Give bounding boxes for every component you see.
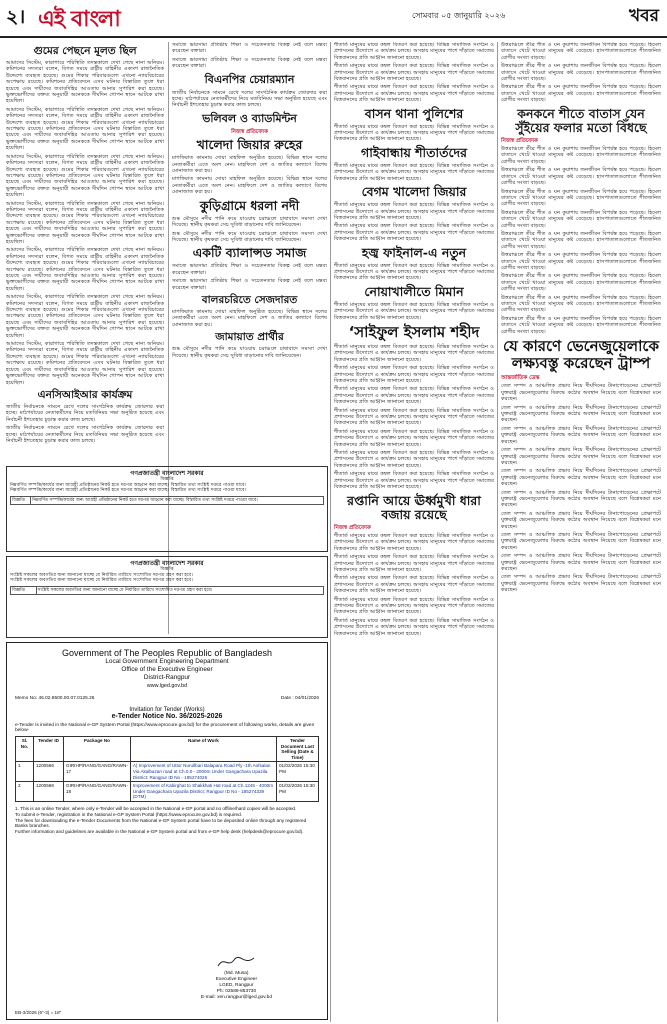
article-body: সমাজে ভারসাম্য প্রতিষ্ঠায় শিক্ষা ও সচেতনতার বিকল্প নেই বলে মন্তব্য করেছেন বক্তারা। bbox=[172, 56, 327, 70]
article-body: শীতার্ত মানুষের মাঝে কম্বল বিতরণ করা হয়েছে। বিভিন্ন সামাজিক সংগঠন ও প্রশাসনের উদ্যোগে এ কার্যক্রম চলছে। অসহায় মানুষের পাশে দাঁড়াতে সমাজের বিত্তবানদের প্রতি আহ্বান জানানো হয়েছে। bbox=[334, 532, 494, 552]
notice-cell: সংশ্লিষ্ট সকলের অবগতির জন্য জানানো যাচ্ছে যে নির্ধারিত তারিখে সংশোধিত দরপত্র গ্রহণ করা হবে। bbox=[36, 586, 323, 594]
headline-police: বাসন থানা পুলিশের bbox=[364, 105, 464, 121]
headline-hajj: হজ্ব ফাইনাল-এ নতুন bbox=[361, 244, 467, 260]
tender-table bbox=[15, 736, 319, 802]
article-body: তেল সম্পদ ও আঞ্চলিক প্রভাব নিয়ে দীর্ঘদিনের টানাপোড়েনের প্রেক্ষাপটে যুক্তরাষ্ট্র ভেনেজুয়েলার বিরুদ্ধে কঠোর অবস্থান নিয়েছে বলে বিশ্লেষকরা মনে করছেন। bbox=[501, 531, 661, 551]
article-body: আমাদের সিস্টেম, কারাগারে পরিস্থিতি তদন্তকালে দেখা গেছে নানা অনিয়ম। কমিশনের সদস্যরা বলেন, বিগত সময়ে রাষ্ট্রীয় বাহিনীর একাংশ রাজনৈতিক উদ্দেশ্যে ব্যবহৃত হয়েছে। গুমের শিকার পরিবারগুলো এখনো ন্যায়বিচারের অপেক্ষায় রয়েছে। কমিশনের প্রতিবেদনে এসব ঘটনার বিস্তারিত তুলে ধরা হয়েছে এবং দায়ীদের জবাবদিহির আওতায় আনার সুপারিশ করা হয়েছে। ভুক্তভোগীদের বক্তব্য অনুযায়ী অনেককে দীর্ঘদিন গোপন স্থানে আটকে রাখা হয়েছিল। bbox=[6, 153, 164, 199]
article-body: তেল সম্পদ ও আঞ্চলিক প্রভাব নিয়ে দীর্ঘদিনের টানাপোড়েনের প্রেক্ষাপটে যুক্তরাষ্ট্র ভেনেজুয়েলার বিরুদ্ধে কঠোর অবস্থান নিয়েছে বলে বিশ্লেষকরা মনে করছেন। bbox=[501, 425, 661, 445]
notice-title: গণপ্রজাতন্ত্রী বাংলাদেশ সরকার bbox=[130, 560, 204, 567]
tender-signature-block bbox=[201, 954, 272, 1001]
article-body: শীতার্ত মানুষের মাঝে কম্বল বিতরণ করা হয়েছে। বিভিন্ন সামাজিক সংগঠন ও প্রশাসনের উদ্যোগে এ কার্যক্রম চলছে। অসহায় মানুষের পাশে দাঁড়াতে সমাজের বিত্তবানদের প্রতি আহ্বান জানানো হয়েছে। bbox=[334, 554, 494, 573]
article-body: তেল সম্পদ ও আঞ্চলিক প্রভাব নিয়ে দীর্ঘদিনের টানাপোড়েনের প্রেক্ষাপটে যুক্তরাষ্ট্র ভেনেজুয়েলার বিরুদ্ধে কঠোর অবস্থান নিয়েছে বলে বিশ্লেষকরা মনে করছেন। bbox=[501, 447, 661, 466]
signature-mark bbox=[201, 954, 272, 971]
tender-cell: GIRIHP/RANG/GANG/RAWN-18 bbox=[64, 782, 131, 802]
notice-body: সংশ্লিষ্ট সকলের অবগতির জন্য জানানো যাচ্ছে যে নির্ধারিত তারিখে সংশোধিত দরপত্র গ্রহণ করা হবে। bbox=[10, 578, 193, 584]
government-notice-1 bbox=[6, 466, 328, 552]
tender-header-cell: Tender ID bbox=[34, 737, 64, 762]
tender-department: Local Government Engineering Department bbox=[105, 658, 229, 665]
tender-intro: e-Tender is invited in the National e-GP System Portal (https://www.eprocure.gov.bd) for the procurement of following works, details are given below- bbox=[15, 723, 315, 733]
tender-cell: 1 bbox=[16, 762, 34, 782]
column-4 bbox=[501, 42, 661, 1020]
article-body: উত্তরাঞ্চলে তীব্র শীত ও ঘন কুয়াশায় জনজীবন বিপর্যস্ত হয়ে পড়েছে। হিমেল বাতাসে খেটে খাওয়া মানুষের কষ্ট বেড়েছে। হাসপাতালগুলোতে শীতজনিত রোগীর সংখ্যা বাড়ছে। bbox=[501, 209, 661, 229]
headline-volleyball: ভলিবল ও ব্যাডমিন্টন bbox=[202, 111, 297, 125]
headline-venezuela: যে কারণে ভেনেজুয়েলাকে লক্ষ্যবস্তু করেছেন ট্রাম্প bbox=[503, 337, 659, 373]
article-body: তেল সম্পদ ও আঞ্চলিক প্রভাব নিয়ে দীর্ঘদিনের টানাপোড়েনের প্রেক্ষাপটে যুক্তরাষ্ট্র ভেনেজুয়েলার বিরুদ্ধে কঠোর অবস্থান নিয়েছে বলে বিশ্লেষকরা মনে করছেন। bbox=[501, 553, 661, 572]
article-body: শীতার্ত মানুষের মাঝে কম্বল বিতরণ করা হয়েছে। বিভিন্ন সামাজিক সংগঠন ও প্রশাসনের উদ্যোগে এ কার্যক্রম চলছে। অসহায় মানুষের পাশে দাঁড়াতে সমাজের বিত্তবানদের প্রতি আহ্বান জানানো হয়েছে। bbox=[334, 407, 494, 427]
article-body: তেল সম্পদ ও আঞ্চলিক প্রভাব নিয়ে দীর্ঘদিনের টানাপোড়েনের প্রেক্ষাপটে যুক্তরাষ্ট্র ভেনেজুয়েলার বিরুদ্ধে কঠোর অবস্থান নিয়েছে বলে বিশ্লেষকরা মনে করছেন। bbox=[501, 574, 661, 594]
article-body: শীতার্ত মানুষের মাঝে কম্বল বিতরণ করা হয়েছে। বিভিন্ন সামাজিক সংগঠন ও প্রশাসনের উদ্যোগে এ কার্যক্রম চলছে। অসহায় মানুষের পাশে দাঁড়াতে সমাজের বিত্তবানদের প্রতি আহ্বান জানানো হয়েছে। bbox=[334, 386, 494, 406]
headline-gaibandha: গাইবান্ধায় শীতার্তদের bbox=[361, 144, 467, 160]
article-body: শীতার্ত মানুষের মাঝে কম্বল বিতরণ করা হয়েছে। বিভিন্ন সামাজিক সংগঠন ও প্রশাসনের উদ্যোগে এ কার্যক্রম চলছে। অসহায় মানুষের পাশে দাঁড়াতে সমাজের বিত্তবানদের প্রতি আহ্বান জানানো হয়েছে। bbox=[334, 301, 494, 321]
signer-email[interactable]: E-mail: xen.rangpur@lged.gov.bd bbox=[200, 995, 272, 1000]
article-body: উত্তরাঞ্চলে তীব্র শীত ও ঘন কুয়াশায় জনজীবন বিপর্যস্ত হয়ে পড়েছে। হিমেল বাতাসে খেটে খাওয়া মানুষের কষ্ট বেড়েছে। হাসপাতালগুলোতে শীতজনিত রোগীর সংখ্যা বাড়ছে। bbox=[501, 167, 661, 187]
article-body: জাতীয় নির্বাচনকে সামনে রেখে দলের সাংগঠনিক কার্যক্রম জোরদার করা হচ্ছে। মাঠপর্যায়ের নেতাকর্মীদের নিয়ে মতবিনিময় সভা অনুষ্ঠিত হয়েছে এবং নির্বাচনী ইশতেহার চূড়ান্ত করার কাজ চলছে। bbox=[6, 403, 164, 423]
tender-header-cell: Sl. No. bbox=[16, 737, 34, 762]
article-body: শীতার্ত মানুষের মাঝে কম্বল বিতরণ করা হয়েছে। বিভিন্ন সামাজিক সংগঠন ও প্রশাসনের উদ্যোগে এ কার্যক্রম চলছে। অসহায় মানুষের পাশে দাঁড়াতে সমাজের বিত্তবানদের প্রতি আহ্বান জানানো হয়েছে। bbox=[334, 471, 494, 491]
article-body: আমাদের সিস্টেম, কারাগারে পরিস্থিতি তদন্তকালে দেখা গেছে নানা অনিয়ম। কমিশনের সদস্যরা বলেন, বিগত সময়ে রাষ্ট্রীয় বাহিনীর একাংশ রাজনৈতিক উদ্দেশ্যে ব্যবহৃত হয়েছে। গুমের শিকার পরিবারগুলো এখনো ন্যায়বিচারের অপেক্ষায় রয়েছে। কমিশনের প্রতিবেদনে এসব ঘটনার বিস্তারিত তুলে ধরা হয়েছে এবং দায়ীদের জবাবদিহির আওতায় আনার সুপারিশ করা হয়েছে। ভুক্তভোগীদের বক্তব্য অনুযায়ী অনেককে দীর্ঘদিন গোপন স্থানে আটকে রাখা হয়েছিল। bbox=[6, 247, 164, 292]
article-body: শীতার্ত মানুষের মাঝে কম্বল বিতরণ করা হয়েছে। বিভিন্ন সামাজিক সংগঠন ও প্রশাসনের উদ্যোগে এ কার্যক্রম চলছে। অসহায় মানুষের পাশে দাঁড়াতে সমাজের বিত্তবানদের প্রতি আহ্বান জানানো হয়েছে। bbox=[334, 162, 494, 182]
tender-table-header bbox=[16, 737, 319, 762]
headline-begum-khaleda: বেগম খালেদা জিয়ার bbox=[361, 184, 467, 200]
tender-website: www.lged.gov.bd bbox=[146, 683, 188, 689]
article-body: আমাদের সিস্টেম, কারাগারে পরিস্থিতি তদন্তকালে দেখা গেছে নানা অনিয়ম। কমিশনের সদস্যরা বলেন, বিগত সময়ে রাষ্ট্রীয় বাহিনীর একাংশ রাজনৈতিক উদ্দেশ্যে ব্যবহৃত হয়েছে। গুমের শিকার পরিবারগুলো এখনো ন্যায়বিচারের অপেক্ষায় রয়েছে। কমিশনের প্রতিবেদনে এসব ঘটনার বিস্তারিত তুলে ধরা হয়েছে এবং দায়ীদের জবাবদিহির আওতায় আনার সুপারিশ করা হয়েছে। ভুক্তভোগীদের বক্তব্য অনুযায়ী অনেককে দীর্ঘদিন গোপন স্থানে আটকে রাখা হয়েছিল। bbox=[6, 341, 164, 386]
article-body: মাগফিরাত কামনায় দোয়া মাহফিল অনুষ্ঠিত হয়েছে। বিভিন্ন স্থানে দলের নেতাকর্মীরা এতে অংশ নেন। মাহফিলে দেশ ও জাতির কল্যাণে বিশেষ মোনাজাত করা হয়। bbox=[172, 176, 327, 196]
notice-cell: নিম্নবর্ণিত সম্পত্তি/কার্যের জন্য আগ্রহী প্রতিষ্ঠানের নিকট হতে দরপত্র আহ্বান করা যাচ্ছে। বিস্তারিত তথ্য সংশ্লিষ্ট দপ্তরে পাওয়া যাবে। bbox=[31, 496, 324, 504]
article-body: আমাদের সিস্টেম, কারাগারে পরিস্থিতি তদন্তকালে দেখা গেছে নানা অনিয়ম। কমিশনের সদস্যরা বলেন, বিগত সময়ে রাষ্ট্রীয় বাহিনীর একাংশ রাজনৈতিক উদ্দেশ্যে ব্যবহৃত হয়েছে। গুমের শিকার পরিবারগুলো এখনো ন্যায়বিচারের অপেক্ষায় রয়েছে। কমিশনের প্রতিবেদনে এসব ঘটনার বিস্তারিত তুলে ধরা হয়েছে এবং দায়ীদের জবাবদিহির আওতায় আনার সুপারিশ করা হয়েছে। ভুক্তভোগীদের বক্তব্য অনুযায়ী অনেককে দীর্ঘদিন গোপন স্থানে আটকে রাখা হয়েছিল। bbox=[6, 60, 164, 105]
headline-disappearance: গুমের পেছনে মূলত ছিল bbox=[33, 45, 137, 57]
page-number: ২। bbox=[6, 6, 26, 28]
headline-khaleda: খালেদা জিয়ার রুহের bbox=[196, 137, 303, 153]
article-body: শীতার্ত মানুষের মাঝে কম্বল বিতরণ করা হয়েছে। বিভিন্ন সামাজিক সংগঠন ও প্রশাসনের উদ্যোগে এ কার্যক্রম চলছে। অসহায় মানুষের পাশে দাঁড়াতে সমাজের বিত্তবানদের প্রতি আহ্বান জানানো হয়েছে। bbox=[334, 343, 494, 363]
kicker: নিজস্ব প্রতিবেদক bbox=[501, 137, 538, 144]
tender-government: Government of The Peoples Republic of Bangladesh bbox=[62, 648, 272, 658]
article-body: উত্তরাঞ্চলে তীব্র শীত ও ঘন কুয়াশায় জনজীবন বিপর্যস্ত হয়ে পড়েছে। হিমেল বাতাসে খেটে খাওয়া মানুষের কষ্ট বেড়েছে। হাসপাতালগুলোতে শীতজনিত রোগীর সংখ্যা বাড়ছে। bbox=[501, 252, 661, 271]
article-body: শীতার্ত মানুষের মাঝে কম্বল বিতরণ করা হয়েছে। বিভিন্ন সামাজিক সংগঠন ও প্রশাসনের উদ্যোগে এ কার্যক্রম চলছে। অসহায় মানুষের পাশে দাঁড়াতে সমাজের বিত্তবানদের প্রতি আহ্বান জানানো হয়েছে। bbox=[334, 223, 494, 243]
tender-cell: 01/02/2026 15:30 PM bbox=[277, 762, 319, 782]
signer-phone: Ph: 02588-853730 bbox=[216, 989, 257, 994]
article-body: উত্তরাঞ্চলে তীব্র শীত ও ঘন কুয়াশায় জনজীবন বিপর্যস্ত হয়ে পড়েছে। হিমেল বাতাসে খেটে খাওয়া মানুষের কষ্ট বেড়েছে। হাসপাতালগুলোতে শীতজনিত রোগীর সংখ্যা বাড়ছে। bbox=[501, 63, 661, 83]
article-body: শীতার্ত মানুষের মাঝে কম্বল বিতরণ করা হয়েছে। বিভিন্ন সামাজিক সংগঠন ও প্রশাসনের উদ্যোগে এ কার্যক্রম চলছে। অসহায় মানুষের পাশে দাঁড়াতে সমাজের বিত্তবানদের প্রতি আহ্বান জানানো হয়েছে। bbox=[334, 84, 494, 104]
notice-subtitle: বিজ্ঞপ্তি bbox=[160, 477, 174, 482]
article-body: উত্তরাঞ্চলে তীব্র শীত ও ঘন কুয়াশায় জনজীবন বিপর্যস্ত হয়ে পড়েছে। হিমেল বাতাসে খেটে খাওয়া মানুষের কষ্ট বেড়েছে। হাসপাতালগুলোতে শীতজনিত রোগীর সংখ্যা বাড়ছে। bbox=[501, 146, 661, 165]
notice-table bbox=[10, 586, 324, 595]
headline-chairman: বিএনপির চেয়ারম্যান bbox=[204, 72, 295, 86]
article-body: শীতার্ত মানুষের মাঝে কম্বল বিতরণ করা হয়েছে। বিভিন্ন সামাজিক সংগঠন ও প্রশাসনের উদ্যোগে এ কার্যক্রম চলছে। অসহায় মানুষের পাশে দাঁড়াতে সমাজের বিত্তবানদের প্রতি আহ্বান জানানো হয়েছে। bbox=[334, 202, 494, 221]
tender-header-cell: Tender Document Last Selling (Date & Time) bbox=[277, 737, 319, 762]
tender-note: The fees for downloading the e-Tender Documents from the National e-GP System portal have to be deposited online through any registered Banks branches. bbox=[15, 817, 307, 829]
kicker: নিজস্ব প্রতিবেদক bbox=[334, 524, 371, 531]
article-body: শীতার্ত মানুষের মাঝে কম্বল বিতরণ করা হয়েছে। বিভিন্ন সামাজিক সংগঠন ও প্রশাসনের উদ্যোগে এ কার্যক্রম চলছে। অসহায় মানুষের পাশে দাঁড়াতে সমাজের বিত্তবানদের প্রতি আহ্বান জানানো হয়েছে। bbox=[334, 596, 494, 616]
article-body: উত্তরাঞ্চলে তীব্র শীত ও ঘন কুয়াশায় জনজীবন বিপর্যস্ত হয়ে পড়েছে। হিমেল বাতাসে খেটে খাওয়া মানুষের কষ্ট বেড়েছে। হাসপাতালগুলোতে শীতজনিত রোগীর সংখ্যা বাড়ছে। bbox=[501, 294, 661, 314]
tender-cell: Improvement of Kabirghat to Shakkhati Hat road at Ch.1245 - 4000m Under Gangachara Upazila District: Rangpur ID No - 185274339 (DTM) bbox=[130, 782, 276, 802]
tender-memo-number: Memo No: 46.02.8500.00.07.0125.26 bbox=[15, 696, 95, 701]
section-title: খবর bbox=[629, 6, 659, 26]
article-body: তেল সম্পদ ও আঞ্চলিক প্রভাব নিয়ে দীর্ঘদিনের টানাপোড়েনের প্রেক্ষাপটে যুক্তরাষ্ট্র ভেনেজুয়েলার বিরুদ্ধে কঠোর অবস্থান নিয়েছে বলে বিশ্লেষকরা মনে করছেন। bbox=[501, 489, 661, 509]
newspaper-logo: এই বাংলা bbox=[38, 7, 120, 32]
tender-note: Further information and guidelines are available in the National e-GP System portal and from e-GP help desk (helpdesk@eprocure.gov.bd). bbox=[15, 829, 304, 835]
article-body: সমাজে ভারসাম্য প্রতিষ্ঠায় শিক্ষা ও সচেতনতার বিকল্প নেই বলে মন্তব্য করেছেন বক্তারা। bbox=[172, 263, 327, 276]
tender-cell: A) Improvement of Uttor Nurullbari Balapara Road Ply -1th Aofsalan Via Akalbazari road at Ch.0.0 - 2000m Under Gangachara Upazila District: Rangpur ID No - 185274026 bbox=[130, 762, 276, 782]
headline-kurigram: কুড়িগ্রামে ধরলা নদী bbox=[199, 197, 300, 213]
tender-cell: 1200566 bbox=[34, 762, 64, 782]
column-3 bbox=[334, 42, 494, 1020]
kicker: আন্তর্জাতিক ডেস্ক bbox=[501, 375, 540, 382]
tender-memo-row bbox=[15, 696, 319, 701]
notice-body: নিম্নবর্ণিত সম্পত্তি/কার্যের জন্য আগ্রহী প্রতিষ্ঠানের নিকট হতে দরপত্র আহ্বান করা যাচ্ছে। বিস্তারিত তথ্য সংশ্লিষ্ট দপ্তরে পাওয়া যাবে। bbox=[10, 482, 247, 488]
tender-table-row bbox=[16, 782, 319, 802]
article-body: শুষ্ক মৌসুমে নদীর পানি কমে যাওয়ায় চরাঞ্চলে চাষাবাদে সমস্যা দেখা দিয়েছে। স্থানীয় কৃষকরা সেচ সুবিধা বাড়ানোর দাবি জানিয়েছেন। bbox=[172, 230, 327, 243]
headline-balanced-society: একটি ব্যালান্সড সমাজ bbox=[192, 245, 307, 261]
publication-date: সোমবার ০৫ জানুয়ারি ২০২৬ bbox=[412, 11, 506, 20]
ad-code: EB-3/2026 (6"-3) = 18" bbox=[15, 1010, 62, 1015]
notice-body: নিম্নবর্ণিত সম্পত্তি/কার্যের জন্য আগ্রহী প্রতিষ্ঠানের নিকট হতে দরপত্র আহ্বান করা যাচ্ছে। বিস্তারিত তথ্য সংশ্লিষ্ট দপ্তরে পাওয়া যাবে। bbox=[10, 488, 247, 494]
notice-body: সংশ্লিষ্ট সকলের অবগতির জন্য জানানো যাচ্ছে যে নির্ধারিত তারিখে সংশোধিত দরপত্র গ্রহণ করা হবে। bbox=[10, 572, 193, 578]
tender-notice-number: e-Tender Notice No. 36/2025-2026 bbox=[111, 713, 223, 720]
tender-cell: 1200568 bbox=[34, 782, 64, 802]
tender-note: 1. This is an online Tender, where only e-Tender will be accepted in the National e-GP portal and no offline/hard copies will be accepted. bbox=[15, 805, 297, 811]
article-body: উত্তরাঞ্চলে তীব্র শীত ও ঘন কুয়াশায় জনজীবন বিপর্যস্ত হয়ে পড়েছে। হিমেল বাতাসে খেটে খাওয়া মানুষের কষ্ট বেড়েছে। হাসপাতালগুলোতে শীতজনিত রোগীর সংখ্যা বাড়ছে। bbox=[501, 273, 661, 293]
column-1 bbox=[6, 42, 164, 462]
article-body: শীতার্ত মানুষের মাঝে কম্বল বিতরণ করা হয়েছে। বিভিন্ন সামাজিক সংগঠন ও প্রশাসনের উদ্যোগে এ কার্যক্রম চলছে। অসহায় মানুষের পাশে দাঁড়াতে সমাজের বিত্তবানদের প্রতি আহ্বান জানানো হয়েছে। bbox=[334, 42, 494, 61]
article-body: শুষ্ক মৌসুমে নদীর পানি কমে যাওয়ায় চরাঞ্চলে চাষাবাদে সমস্যা দেখা দিয়েছে। স্থানীয় কৃষকরা সেচ সুবিধা বাড়ানোর দাবি জানিয়েছেন। bbox=[172, 346, 327, 359]
article-body: শীতার্ত মানুষের মাঝে কম্বল বিতরণ করা হয়েছে। বিভিন্ন সামাজিক সংগঠন ও প্রশাসনের উদ্যোগে এ কার্যক্রম চলছে। অসহায় মানুষের পাশে দাঁড়াতে সমাজের বিত্তবানদের প্রতি আহ্বান জানানো হয়েছে। bbox=[334, 262, 494, 282]
article-body: উত্তরাঞ্চলে তীব্র শীত ও ঘন কুয়াশায় জনজীবন বিপর্যস্ত হয়ে পড়েছে। হিমেল বাতাসে খেটে খাওয়া মানুষের কষ্ট বেড়েছে। হাসপাতালগুলোতে শীতজনিত রোগীর সংখ্যা বাড়ছে। bbox=[501, 84, 661, 104]
tender-invitation: Invitation for Tender (Works) bbox=[129, 707, 205, 713]
column-divider bbox=[497, 42, 498, 1022]
article-body: তেল সম্পদ ও আঞ্চলিক প্রভাব নিয়ে দীর্ঘদিনের টানাপোড়েনের প্রেক্ষাপটে যুক্তরাষ্ট্র ভেনেজুয়েলার বিরুদ্ধে কঠোর অবস্থান নিয়েছে বলে বিশ্লেষকরা মনে করছেন। bbox=[501, 383, 661, 403]
article-body: আমাদের সিস্টেম, কারাগারে পরিস্থিতি তদন্তকালে দেখা গেছে নানা অনিয়ম। কমিশনের সদস্যরা বলেন, বিগত সময়ে রাষ্ট্রীয় বাহিনীর একাংশ রাজনৈতিক উদ্দেশ্যে ব্যবহৃত হয়েছে। গুমের শিকার পরিবারগুলো এখনো ন্যায়বিচারের অপেক্ষায় রয়েছে। কমিশনের প্রতিবেদনে এসব ঘটনার বিস্তারিত তুলে ধরা হয়েছে এবং দায়ীদের জবাবদিহির আওতায় আনার সুপারিশ করা হয়েছে। ভুক্তভোগীদের বক্তব্য অনুযায়ী অনেককে দীর্ঘদিন গোপন স্থানে আটকে রাখা হয়েছিল। bbox=[6, 200, 164, 245]
signer-name: (Md. Musa) bbox=[224, 971, 249, 976]
article-body: উত্তরাঞ্চলে তীব্র শীত ও ঘন কুয়াশায় জনজীবন বিপর্যস্ত হয়ে পড়েছে। হিমেল বাতাসে খেটে খাওয়া মানুষের কষ্ট বেড়েছে। হাসপাতালগুলোতে শীতজনিত রোগীর সংখ্যা বাড়ছে। bbox=[501, 315, 661, 335]
notice-title: গণপ্রজাতন্ত্রী বাংলাদেশ সরকার bbox=[130, 470, 204, 477]
kicker: নিজস্ব প্রতিবেদক bbox=[231, 128, 268, 135]
article-body: শীতার্ত মানুষের মাঝে কম্বল বিতরণ করা হয়েছে। বিভিন্ন সামাজিক সংগঠন ও প্রশাসনের উদ্যোগে এ কার্যক্রম চলছে। অসহায় মানুষের পাশে দাঁড়াতে সমাজের বিত্তবানদের প্রতি আহ্বান জানানো হয়েছে। bbox=[334, 123, 494, 143]
article-body: শীতার্ত মানুষের মাঝে কম্বল বিতরণ করা হয়েছে। বিভিন্ন সামাজিক সংগঠন ও প্রশাসনের উদ্যোগে এ কার্যক্রম চলছে। অসহায় মানুষের পাশে দাঁড়াতে সমাজের বিত্তবানদের প্রতি আহ্বান জানানো হয়েছে। bbox=[334, 63, 494, 83]
article-body: আমাদের সিস্টেম, কারাগারে পরিস্থিতি তদন্তকালে দেখা গেছে নানা অনিয়ম। কমিশনের সদস্যরা বলেন, বিগত সময়ে রাষ্ট্রীয় বাহিনীর একাংশ রাজনৈতিক উদ্দেশ্যে ব্যবহৃত হয়েছে। গুমের শিকার পরিবারগুলো এখনো ন্যায়বিচারের অপেক্ষায় রয়েছে। কমিশনের প্রতিবেদনে এসব ঘটনার বিস্তারিত তুলে ধরা হয়েছে এবং দায়ীদের জবাবদিহির আওতায় আনার সুপারিশ করা হয়েছে। ভুক্তভোগীদের বক্তব্য অনুযায়ী অনেককে দীর্ঘদিন গোপন স্থানে আটকে রাখা হয়েছিল। bbox=[6, 294, 164, 339]
tender-district: District-Rangpur bbox=[143, 674, 191, 681]
article-body: জাতীয় নির্বাচনকে সামনে রেখে দলের সাংগঠনিক কার্যক্রম জোরদার করা হচ্ছে। মাঠপর্যায়ের নেতাকর্মীদের নিয়ে মতবিনিময় সভা অনুষ্ঠিত হয়েছে এবং নির্বাচনী ইশতেহার চূড়ান্ত করার কাজ চলছে। bbox=[172, 89, 327, 109]
notice-subtitle: বিজ্ঞপ্তি bbox=[160, 567, 174, 572]
article-body: শীতার্ত মানুষের মাঝে কম্বল বিতরণ করা হয়েছে। বিভিন্ন সামাজিক সংগঠন ও প্রশাসনের উদ্যোগে এ কার্যক্রম চলছে। অসহায় মানুষের পাশে দাঁড়াতে সমাজের বিত্তবানদের প্রতি আহ্বান জানানো হয়েছে। bbox=[334, 617, 494, 637]
signer-office: LGED, Rangpur bbox=[219, 983, 254, 988]
article-body: আমাদের সিস্টেম, কারাগারে পরিস্থিতি তদন্তকালে দেখা গেছে নানা অনিয়ম। কমিশনের সদস্যরা বলেন, বিগত সময়ে রাষ্ট্রীয় বাহিনীর একাংশ রাজনৈতিক উদ্দেশ্যে ব্যবহৃত হয়েছে। গুমের শিকার পরিবারগুলো এখনো ন্যায়বিচারের অপেক্ষায় রয়েছে। কমিশনের প্রতিবেদনে এসব ঘটনার বিস্তারিত তুলে ধরা হয়েছে এবং দায়ীদের জবাবদিহির আওতায় আনার সুপারিশ করা হয়েছে। ভুক্তভোগীদের বক্তব্য অনুযায়ী অনেককে দীর্ঘদিন গোপন স্থানে আটকে রাখা হয়েছিল। bbox=[6, 106, 164, 152]
tender-office: Office of the Executive Engineer bbox=[121, 666, 213, 673]
article-body: মাগফিরাত কামনায় দোয়া মাহফিল অনুষ্ঠিত হয়েছে। বিভিন্ন স্থানে দলের নেতাকর্মীরা এতে অংশ নেন। মাহফিলে দেশ ও জাতির কল্যাণে বিশেষ মোনাজাত করা হয়। bbox=[172, 308, 327, 328]
column-2 bbox=[172, 42, 327, 462]
column-divider bbox=[330, 42, 331, 1022]
article-body: শীতার্ত মানুষের মাঝে কম্বল বিতরণ করা হয়েছে। বিভিন্ন সামাজিক সংগঠন ও প্রশাসনের উদ্যোগে এ কার্যক্রম চলছে। অসহায় মানুষের পাশে দাঁড়াতে সমাজের বিত্তবানদের প্রতি আহ্বান জানানো হয়েছে। bbox=[334, 365, 494, 384]
article-body: মাগফিরাত কামনায় দোয়া মাহফিল অনুষ্ঠিত হয়েছে। বিভিন্ন স্থানে দলের নেতাকর্মীরা এতে অংশ নেন। মাহফিলে দেশ ও জাতির কল্যাণে বিশেষ মোনাজাত করা হয়। bbox=[172, 155, 327, 175]
article-body: সমাজে ভারসাম্য প্রতিষ্ঠায় শিক্ষা ও সচেতনতার বিকল্প নেই বলে মন্তব্য করেছেন বক্তারা। bbox=[172, 278, 327, 291]
article-body: উত্তরাঞ্চলে তীব্র শীত ও ঘন কুয়াশায় জনজীবন বিপর্যস্ত হয়ে পড়েছে। হিমেল বাতাসে খেটে খাওয়া মানুষের কষ্ট বেড়েছে। হাসপাতালগুলোতে শীতজনিত রোগীর সংখ্যা বাড়ছে। bbox=[501, 188, 661, 208]
tender-cell: 2 bbox=[16, 782, 34, 802]
article-body: জাতীয় নির্বাচনকে সামনে রেখে দলের সাংগঠনিক কার্যক্রম জোরদার করা হচ্ছে। মাঠপর্যায়ের নেতাকর্মীদের নিয়ে মতবিনিময় সভা অনুষ্ঠিত হয়েছে এবং নির্বাচনী ইশতেহার চূড়ান্ত করার কাজ চলছে। bbox=[6, 425, 164, 444]
tender-table-row bbox=[16, 762, 319, 782]
masthead bbox=[0, 0, 667, 38]
tender-header-cell: Package No bbox=[64, 737, 131, 762]
government-notice-2 bbox=[6, 556, 328, 638]
article-body: শীতার্ত মানুষের মাঝে কম্বল বিতরণ করা হয়েছে। বিভিন্ন সামাজিক সংগঠন ও প্রশাসনের উদ্যোগে এ কার্যক্রম চলছে। অসহায় মানুষের পাশে দাঁড়াতে সমাজের বিত্তবানদের প্রতি আহ্বান জানানো হয়েছে। bbox=[334, 575, 494, 595]
headline-exports: রপ্তানি আয়ে ঊর্ধ্বমুখী ধারা বজায় রয়েছে bbox=[347, 492, 481, 522]
article-body: সমাজে ভারসাম্য প্রতিষ্ঠায় শিক্ষা ও সচেতনতার বিকল্প নেই বলে মন্তব্য করেছেন বক্তারা। bbox=[172, 42, 327, 55]
tender-cell: 01/02/2026 15:30 PM bbox=[277, 782, 319, 802]
headline-prostration: বালরচরিতে সেজদারত bbox=[201, 293, 298, 306]
notice-table bbox=[10, 496, 324, 505]
article-body: তেল সম্পদ ও আঞ্চলিক প্রভাব নিয়ে দীর্ঘদিনের টানাপোড়েনের প্রেক্ষাপটে যুক্তরাষ্ট্র ভেনেজুয়েলার বিরুদ্ধে কঠোর অবস্থান নিয়েছে বলে বিশ্লেষকরা মনে করছেন। bbox=[501, 404, 661, 424]
article-body: উত্তরাঞ্চলে তীব্র শীত ও ঘন কুয়াশায় জনজীবন বিপর্যস্ত হয়ে পড়েছে। হিমেল বাতাসে খেটে খাওয়া মানুষের কষ্ট বেড়েছে। হাসপাতালগুলোতে শীতজনিত রোগীর সংখ্যা বাড়ছে। bbox=[501, 230, 661, 250]
article-body: শীতার্ত মানুষের মাঝে কম্বল বিতরণ করা হয়েছে। বিভিন্ন সামাজিক সংগঠন ও প্রশাসনের উদ্যোগে এ কার্যক্রম চলছে। অসহায় মানুষের পাশে দাঁড়াতে সমাজের বিত্তবানদের প্রতি আহ্বান জানানো হয়েছে। bbox=[334, 428, 494, 448]
tender-note: To submit e-Tender, registration in the National e-GP System Portal (https://www.eprocure.gov.bd) is required. bbox=[15, 811, 243, 817]
headline-cold-wave: কনকনে শীতে বাতাস যেন সুঁইয়ের ফলার মতো বিঁধছে bbox=[515, 105, 647, 135]
tender-header-cell: Name of Work bbox=[130, 737, 276, 762]
article-body: শীতার্ত মানুষের মাঝে কম্বল বিতরণ করা হয়েছে। বিভিন্ন সামাজিক সংগঠন ও প্রশাসনের উদ্যোগে এ কার্যক্রম চলছে। অসহায় মানুষের পাশে দাঁড়াতে সমাজের বিত্তবানদের প্রতি আহ্বান জানানো হয়েছে। bbox=[334, 450, 494, 469]
tender-cell: GIRIHP/RANG/GANG/RAWN-17 bbox=[64, 762, 131, 782]
headline-noakhali: নোয়াখালীতে মিমান bbox=[364, 283, 464, 299]
tender-memo-date: Date : 04/01/2026 bbox=[280, 696, 319, 701]
signer-title: Executive Engineer bbox=[215, 977, 258, 982]
notice-cell: বিজ্ঞপ্তি bbox=[11, 496, 31, 504]
article-body: তেল সম্পদ ও আঞ্চলিক প্রভাব নিয়ে দীর্ঘদিনের টানাপোড়েনের প্রেক্ষাপটে যুক্তরাষ্ট্র ভেনেজুয়েলার বিরুদ্ধে কঠোর অবস্থান নিয়েছে বলে বিশ্লেষকরা মনে করছেন। bbox=[501, 468, 661, 488]
tender-notes bbox=[15, 806, 319, 835]
article-body: তেল সম্পদ ও আঞ্চলিক প্রভাব নিয়ে দীর্ঘদিনের টানাপোড়েনের প্রেক্ষাপটে যুক্তরাষ্ট্র ভেনেজুয়েলার বিরুদ্ধে কঠোর অবস্থান নিয়েছে বলে বিশ্লেষকরা মনে করছেন। bbox=[501, 510, 661, 530]
headline-jamaat: জামায়াত প্রার্থীর bbox=[215, 331, 284, 344]
article-body: উত্তরাঞ্চলে তীব্র শীত ও ঘন কুয়াশায় জনজীবন বিপর্যস্ত হয়ে পড়েছে। হিমেল বাতাসে খেটে খাওয়া মানুষের কষ্ট বেড়েছে। হাসপাতালগুলোতে শীতজনিত রোগীর সংখ্যা বাড়ছে। bbox=[501, 42, 661, 61]
notice-cell: বিজ্ঞপ্তি bbox=[11, 586, 37, 594]
headline-ncir: এনসিআইআর কার্যক্রম bbox=[37, 388, 133, 401]
headline-saiful: ‘সাইফুল ইসলাম শহীদ bbox=[348, 322, 480, 341]
lged-tender-notice bbox=[6, 642, 328, 1020]
article-body: শুষ্ক মৌসুমে নদীর পানি কমে যাওয়ায় চরাঞ্চলে চাষাবাদে সমস্যা দেখা দিয়েছে। স্থানীয় কৃষকরা সেচ সুবিধা বাড়ানোর দাবি জানিয়েছেন। bbox=[172, 215, 327, 229]
signature-scribble bbox=[216, 954, 256, 970]
